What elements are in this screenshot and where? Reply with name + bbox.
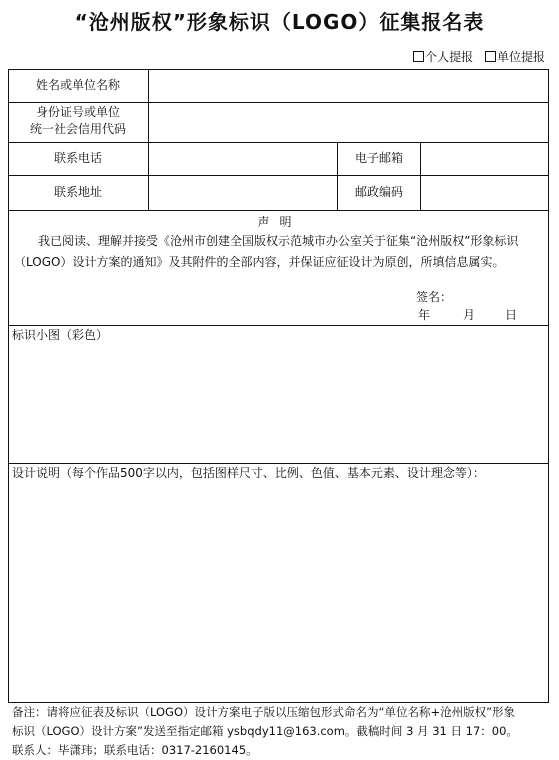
- column-divider: [148, 69, 149, 210]
- declaration-heading: 声明: [257, 215, 302, 229]
- remarks-line2: 标识（LOGO）设计方案”发送至指定邮箱 ysbqdy11@163.com。截稿时间 3 月 31 日 17：00。: [12, 724, 518, 738]
- column-divider: [420, 142, 421, 210]
- submission-type-options: [413, 48, 545, 65]
- remarks-line3: 联系人：毕潇玮；联系电话：0317-2160145。: [12, 743, 258, 757]
- row-divider: [8, 463, 549, 464]
- id-label-line2: 统一社会信用代码: [29, 122, 126, 136]
- postcode-label: 邮政编码: [354, 185, 403, 199]
- form-title: “沧州版权”形象标识（LOGO）征集报名表: [74, 10, 485, 34]
- design-description-field[interactable]: [9, 484, 548, 701]
- date-year: 年: [418, 308, 431, 322]
- row-divider: [8, 210, 549, 211]
- postcode-field[interactable]: [422, 176, 548, 209]
- date-month: 月: [463, 308, 476, 322]
- unit-option[interactable]: [485, 50, 545, 64]
- unit-option-label: 单位提报: [496, 50, 545, 64]
- address-field[interactable]: [150, 176, 336, 209]
- phone-label: 联系电话: [53, 151, 102, 165]
- id-label-line1: 身份证号或单位: [35, 105, 120, 119]
- email-label: 电子邮箱: [354, 151, 403, 165]
- name-label: 姓名或单位名称: [35, 78, 120, 92]
- declaration-body: 我已阅读、理解并接受《沧州市创建全国版权示范城市办公室关于征集“沧州版权”形象标识（LOGO）设计方案的通知》及其附件的全部内容，并保证应征设计为原创，所填信息属实。: [14, 234, 519, 269]
- signature-label: 签名：: [416, 290, 453, 304]
- design-description-label: 设计说明（每个作品500字以内，包括图样尺寸、比例、色值、基本元素、设计理念等）：: [12, 466, 485, 480]
- remarks-line1: 备注：请将应征表及标识（LOGO）设计方案电子版以压缩包形式命名为“单位名称+沧州版权”形象: [12, 705, 516, 719]
- checkbox-icon[interactable]: [485, 51, 496, 62]
- email-field[interactable]: [422, 143, 548, 174]
- logo-thumbnail-label: 标识小图（彩色）: [12, 328, 109, 342]
- date-day: 日: [505, 308, 518, 322]
- id-field[interactable]: [150, 103, 548, 141]
- logo-upload-area[interactable]: [9, 345, 548, 461]
- individual-option-label: 个人提报: [425, 50, 474, 64]
- individual-option[interactable]: [413, 50, 477, 64]
- address-label: 联系地址: [53, 185, 102, 199]
- name-field[interactable]: [150, 70, 548, 101]
- row-divider: [8, 325, 549, 326]
- phone-field[interactable]: [150, 143, 336, 174]
- remarks: [12, 703, 547, 760]
- checkbox-icon[interactable]: [413, 51, 424, 62]
